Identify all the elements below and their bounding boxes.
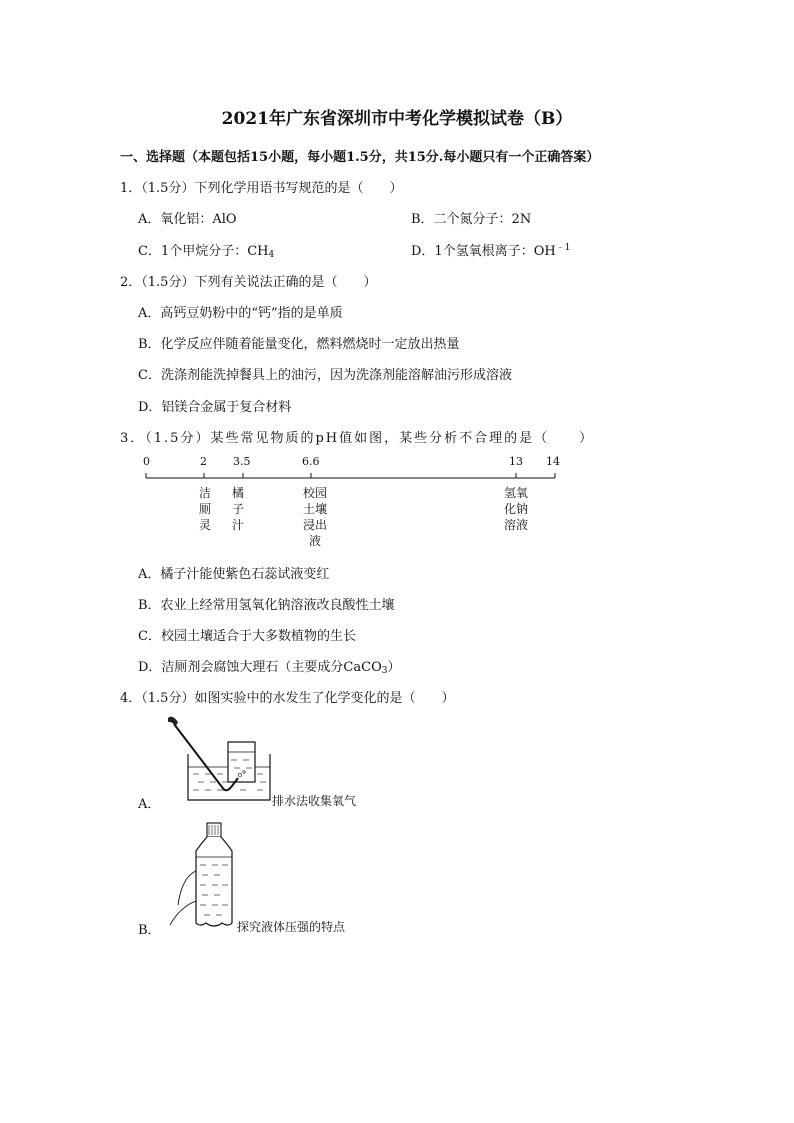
page-title: 2021年广东省深圳市中考化学模拟试卷（B） <box>221 109 573 129</box>
ph-tick-13: 13 <box>509 455 523 468</box>
question-4-option-b-caption: 探究液体压强的特点 <box>237 920 346 934</box>
ph-tick-2: 2 <box>200 455 207 468</box>
question-2-option-b: B．化学反应伴随着能量变化，燃料燃烧时一定放出热量 <box>138 337 460 352</box>
question-4-option-a-caption: 排水法收集氧气 <box>272 794 357 808</box>
question-1-option-a: A．氧化铝：AlO <box>138 212 237 227</box>
bottle-pressure-diagram <box>160 815 240 935</box>
question-3-option-c: C．校园土壤适合于大多数植物的生长 <box>138 629 356 644</box>
question-1-option-d: D．1个氢氧根离子：$OH^{﹣1}$ <box>411 243 571 259</box>
question-2-option-a: A．高钙豆奶粉中的“钙”指的是单质 <box>138 306 343 321</box>
ph-label-sodium-hydroxide: 氢氧化钠溶液 <box>503 486 528 532</box>
question-3-stem: 3．（1.5分）某些常见物质的pH值如图，某些分析不合理的是（ ） <box>120 431 595 446</box>
question-3-option-a: A．橘子汁能使紫色石蕊试液变红 <box>138 567 330 582</box>
ph-label-soil-extract: 校园土壤浸出液 <box>302 486 327 548</box>
question-1-option-c: C．1个甲烷分子：$CH_4$ <box>138 244 275 260</box>
question-3-option-b: B．农业上经常用氢氧化钠溶液改良酸性土壤 <box>138 598 395 613</box>
question-1-option-b: B．二个氮分子：2N <box>411 212 532 227</box>
ph-tick-0: 0 <box>143 455 150 468</box>
question-4-stem: 4．（1.5分）如图实验中的水发生了化学变化的是（ ） <box>120 691 455 706</box>
question-4-option-b-letter: B． <box>138 923 161 938</box>
ph-tick-3-5: 3.5 <box>233 455 251 468</box>
question-2-option-d: D．铝镁合金属于复合材料 <box>138 400 292 415</box>
question-2-option-c: C．洗涤剂能洗掉餐具上的油污，因为洗涤剂能溶解油污形成溶液 <box>138 368 512 383</box>
ph-tick-6-6: 6.6 <box>302 455 320 468</box>
question-4-option-a-letter: A． <box>138 797 161 812</box>
ph-tick-14: 14 <box>546 455 560 468</box>
gas-collection-diagram <box>160 712 275 807</box>
ph-label-toilet-cleaner: 洁厕灵 <box>198 486 211 532</box>
ph-label-orange-juice: 橘子汁 <box>231 486 244 532</box>
question-1-stem: 1．（1.5分）下列化学用语书写规范的是（ ） <box>120 181 403 196</box>
question-3-option-d: D．洁厕剂会腐蚀大理石（主要成分CaCO$_3$） <box>138 660 401 676</box>
section-header: 一、选择题（本题包括15小题，每小题1.5分，共15分.每小题只有一个正确答案） <box>120 150 600 165</box>
question-2-stem: 2．（1.5分）下列有关说法正确的是（ ） <box>120 275 377 290</box>
